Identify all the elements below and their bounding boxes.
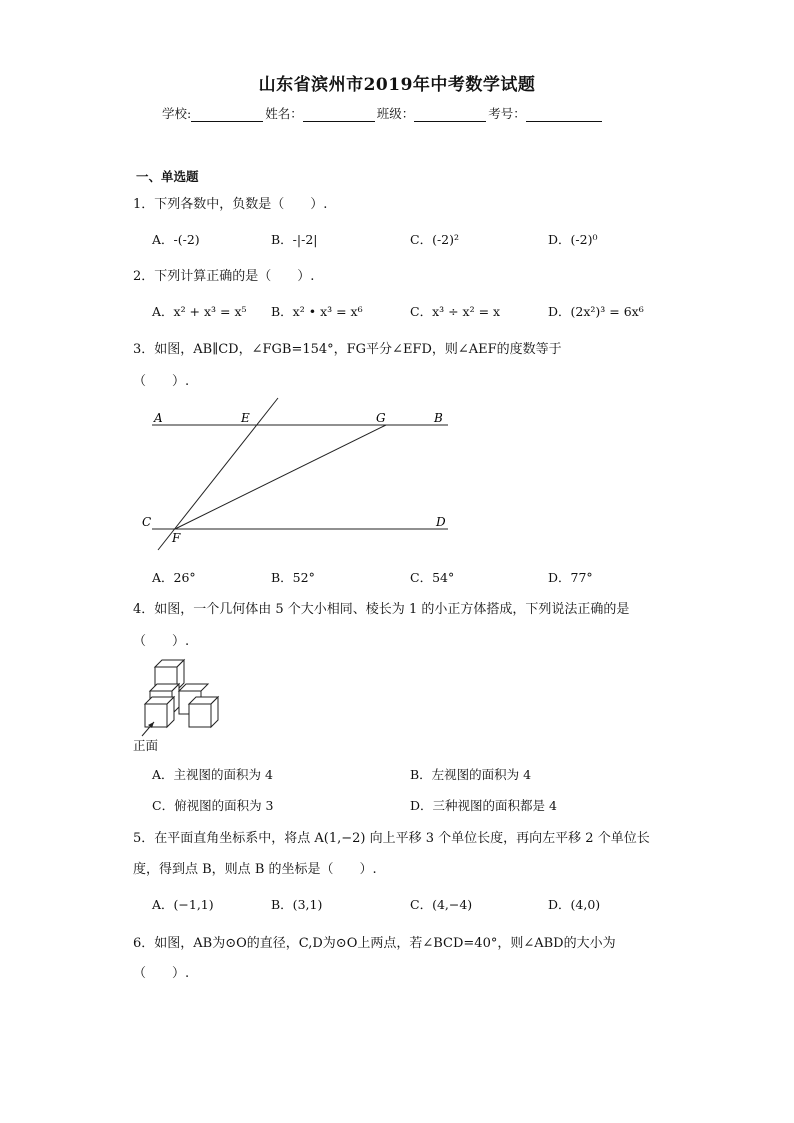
school-label: 学校: [162, 106, 192, 121]
question-3-stem-line1: 3．如图，AB∥CD，∠FGB=154°，FG平分∠EFD，则∠AEF的度数等于 [133, 342, 562, 357]
page-title: 山东省滨州市2019年中考数学试题 [258, 75, 536, 95]
question-4-option-a: A．主视图的面积为 4 [152, 767, 273, 782]
school-field [191, 109, 263, 122]
question-5-stem-line1: 5．在平面直角坐标系中，将点 A(1,−2) 向上平移 3 个单位长度，再向左平移 2 个单位长 [133, 831, 650, 846]
question-4-option-d: D．三种视图的面积都是 4 [410, 798, 557, 813]
question-3-option-c: C．54° [410, 570, 455, 585]
question-6-stem-line2: （ ）. [133, 966, 190, 981]
question-1-option-d: D．(-2)⁰ [548, 232, 598, 247]
number-field [526, 109, 602, 122]
question-4-stem-line1: 4．如图，一个几何体由 5 个大小相同、棱长为 1 的小正方体搭成，下列说法正确的是 [133, 602, 630, 617]
number-label: 考号： [488, 106, 526, 121]
line-fg [175, 425, 386, 529]
question-5-option-d: D．(4,0) [548, 897, 601, 912]
question-5-option-c: C．(4,−4) [410, 897, 473, 912]
question-1-option-b: B．-|-2| [271, 232, 318, 247]
question-2-option-d: D．(2x²)³ = 6x⁶ [548, 304, 644, 319]
question-5-option-a: A．(−1,1) [152, 897, 214, 912]
label-b: B [434, 411, 443, 425]
label-g: G [376, 411, 386, 425]
question-4-option-b: B．左视图的面积为 4 [410, 767, 532, 782]
label-d: D [436, 515, 446, 529]
name-label: 姓名： [265, 106, 303, 121]
question-2-option-a: A．x² + x³ = x⁵ [152, 304, 247, 319]
question-2-option-c: C．x³ ÷ x² = x [410, 304, 501, 319]
front-view-label: 正面 [133, 738, 159, 753]
cube-bottom-left-front [145, 704, 167, 727]
question-5-option-b: B．(3,1) [271, 897, 323, 912]
cube-bottom-right-front [189, 704, 211, 727]
section-title: 一、单选题 [136, 169, 199, 184]
question-3-option-d: D．77° [548, 570, 593, 585]
question-3-parallel-lines-figure [130, 390, 460, 560]
question-1-option-a: A．-(-2) [152, 232, 200, 247]
class-label: 班级： [376, 106, 415, 121]
question-3-stem-line2: （ ）. [133, 374, 190, 389]
class-field [414, 109, 486, 122]
question-2-stem: 2．下列计算正确的是（ ）. [133, 269, 315, 284]
label-f: F [172, 531, 181, 545]
label-c: C [142, 515, 152, 529]
question-4-option-c: C．俯视图的面积为 3 [152, 798, 274, 813]
question-1-option-c: C．(-2)² [410, 232, 460, 247]
question-6-stem-line1: 6．如图，AB为⊙O的直径，C,D为⊙O上两点，若∠BCD=40°，则∠ABD的大小为 [133, 936, 616, 951]
question-1-stem: 1．下列各数中，负数是（ ）. [133, 197, 328, 212]
question-5-stem-line2: 度，得到点 B，则点 B 的坐标是（ ）. [133, 862, 377, 877]
cube-back-right-top [179, 684, 208, 691]
question-3-option-a: A．26° [152, 570, 196, 585]
student-info-row [162, 104, 604, 122]
label-e: E [241, 411, 250, 425]
question-2-option-b: B．x² • x³ = x⁶ [271, 304, 363, 319]
question-3-option-b: B．52° [271, 570, 315, 585]
label-a: A [154, 411, 163, 425]
name-field [303, 109, 375, 122]
line-ef [158, 398, 278, 550]
question-4-stem-line2: （ ）. [133, 634, 190, 649]
